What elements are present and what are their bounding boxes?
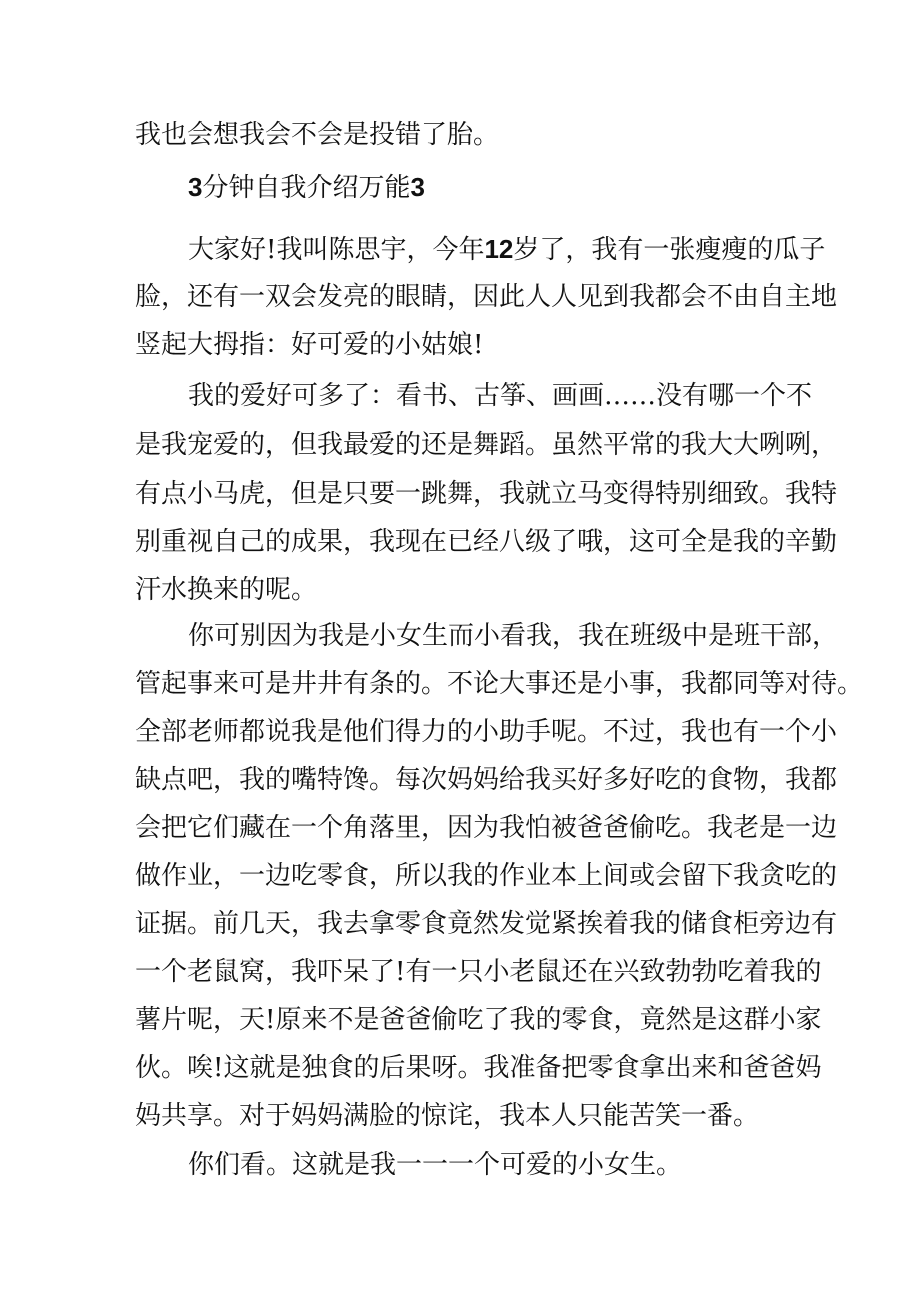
paragraph-line: 你可别因为我是小女生而小看我，我在班级中是班干部， [188, 621, 839, 651]
paragraph-line: 薯片呢，天!原来不是爸爸偷吃了我的零食，竟然是这群小家 [135, 1005, 822, 1035]
paragraph-line: 汗水换来的呢。 [135, 575, 318, 605]
paragraph-line: 管起事来可是井井有条的。不论大事还是小事，我都同等对待。 [135, 669, 864, 699]
continuation-line: 我也会想我会不会是投错了胎。 [135, 120, 500, 150]
section-heading-text: 3分钟自我介绍万能3 [188, 172, 425, 203]
paragraph-line: 脸，还有一双会发亮的眼睛，因此人人见到我都会不由自主地 [135, 282, 838, 312]
paragraph-line: 我的爱好可多了：看书、古筝、画画……没有哪一个不 [188, 381, 813, 411]
paragraph-line: 会把它们藏在一个角落里，因为我怕被爸爸偷吃。我老是一边 [135, 813, 838, 843]
paragraph-line: 证据。前几天，我去拿零食竟然发觉紧挨着我的储食柜旁边有 [135, 909, 838, 939]
paragraph-line: 大家好!我叫陈思宇，今年12岁了，我有一张瘦瘦的瓜子 [188, 234, 826, 265]
paragraph-line: 有点小马虎，但是只要一跳舞，我就立马变得特别细致。我特 [135, 479, 838, 509]
paragraph-line: 缺点吧，我的嘴特馋。每次妈妈给我买好多好吃的食物，我都 [135, 765, 838, 795]
paragraph-line: 竖起大拇指：好可爱的小姑娘! [135, 330, 484, 360]
paragraph-line: 一个老鼠窝，我吓呆了!有一只小老鼠还在兴致勃勃吃着我的 [135, 957, 822, 987]
section-heading [188, 169, 425, 205]
paragraph-line: 你们看。这就是我一一一个可爱的小女生。 [188, 1150, 683, 1180]
paragraph-line: 别重视自己的成果，我现在已经八级了哦，这可全是我的辛勤 [135, 527, 838, 557]
paragraph-line: 做作业，一边吃零食，所以我的作业本上间或会留下我贪吃的 [135, 861, 838, 891]
paragraph-line: 伙。唉!这就是独食的后果呀。我准备把零食拿出来和爸爸妈 [135, 1053, 822, 1083]
paragraph-line: 是我宠爱的，但我最爱的还是舞蹈。虽然平常的我大大咧咧， [135, 430, 838, 460]
paragraph-line: 妈共享。对于妈妈满脸的惊诧，我本人只能苦笑一番。 [135, 1101, 760, 1131]
paragraph-line: 全部老师都说我是他们得力的小助手呢。不过，我也有一个小 [135, 717, 838, 747]
